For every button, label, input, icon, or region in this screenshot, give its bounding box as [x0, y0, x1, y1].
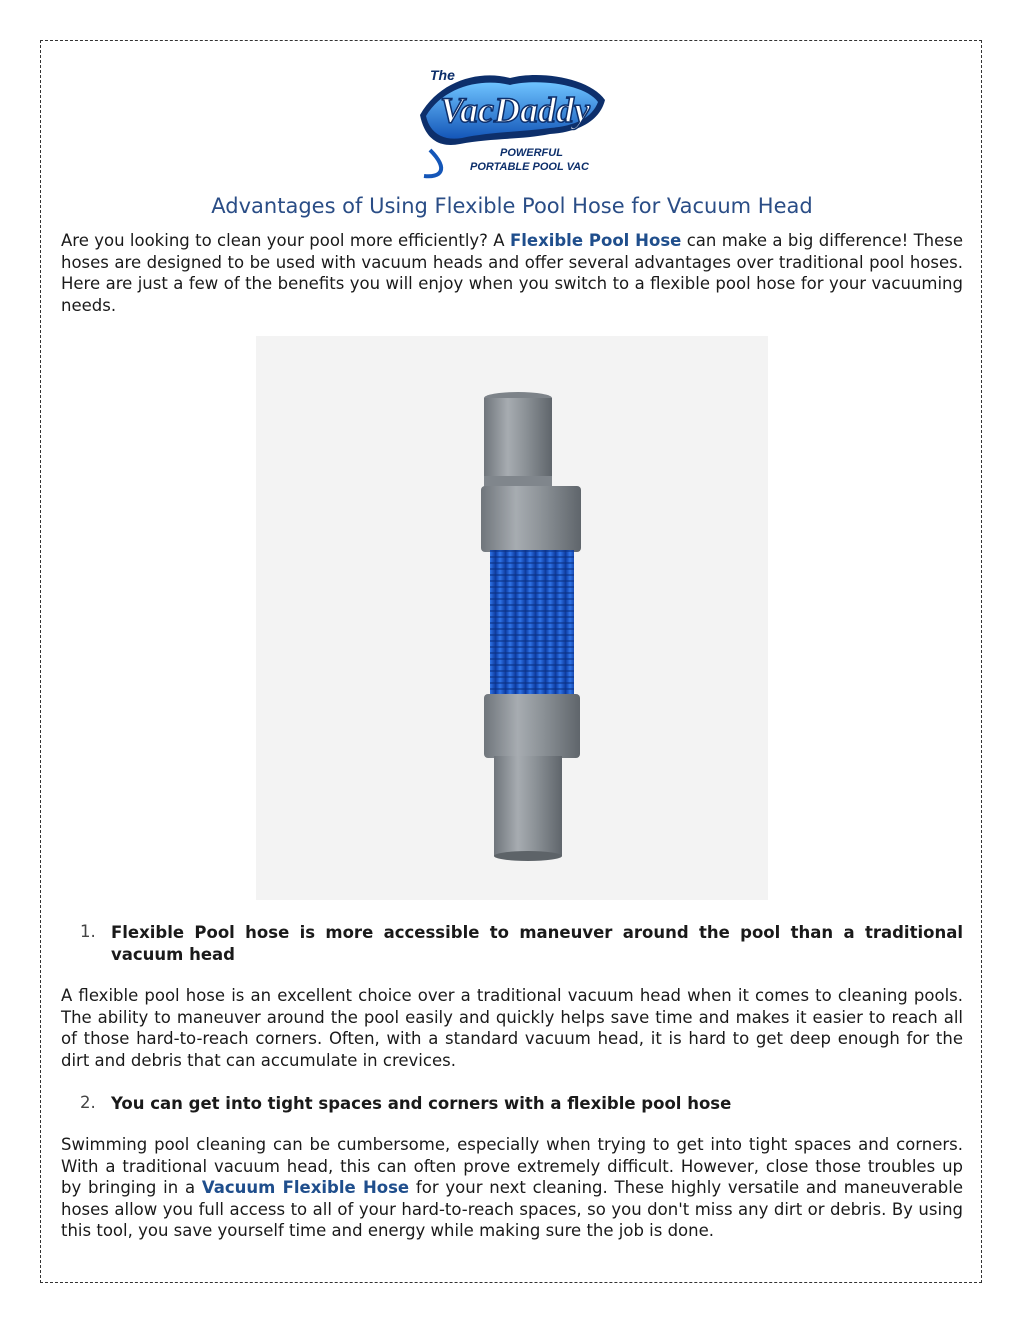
section-2-body — [61, 1134, 963, 1242]
vacdaddy-logo — [400, 60, 620, 180]
list-number-2: 2. — [80, 1093, 96, 1112]
section-1-body: A flexible pool hose is an excellent choice over a traditional vacuum head when it comes to cleaning pools. The ability to maneuver around the pool easily and quickly helps save time and makes it easier to reach all of those hard-to-reach corners. Often, with a standard vacuum head, it is hard to get deep enough for the dirt and debris that can accumulate in crevices. — [61, 986, 963, 1070]
page-title: Advantages of Using Flexible Pool Hose for Vacuum Head — [211, 194, 813, 219]
intro-text-after: can make a big difference! These hoses are designed to be used with vacuum heads and offer several advantages over traditional pool hoses. Here are just a few of the benefits you will enjoy when you switch to a flexible pool hose for your vacuuming needs. — [61, 231, 964, 315]
intro-text-before: Are you looking to clean your pool more efficiently? A — [61, 231, 510, 250]
section-2-text-before: Swimming pool cleaning can be cumbersome, especially when trying to get into tight spaces and corners. With a traditional vacuum head, this can often prove extremely difficult. However, close those troubles up by bringing in a — [61, 1135, 963, 1197]
list-number-1: 1. — [80, 922, 96, 941]
logo-tagline-1: POWERFUL — [500, 147, 563, 159]
section-2-text-after: for your next cleaning. These highly versatile and maneuverable hoses allow you full access to all of your hard-to-reach spaces, so you don't miss any dirt or debris. By using this tool, you save yourself time and energy while making sure the job is done. — [61, 1178, 963, 1240]
section-2-heading: You can get into tight spaces and corners with a flexible pool hose — [111, 1094, 732, 1113]
intro-paragraph — [61, 230, 963, 316]
section-1-heading: Flexible Pool hose is more accessible to maneuver around the pool than a traditional vacuum head — [111, 923, 963, 964]
logo-name: VacDaddy — [440, 90, 590, 130]
flexible-hose-photo — [256, 336, 768, 900]
logo-prefix: The — [430, 67, 455, 83]
vacuum-flexible-hose-link[interactable]: Vacuum Flexible Hose — [201, 1178, 410, 1197]
flexible-pool-hose-link[interactable]: Flexible Pool Hose — [509, 231, 682, 250]
logo-tagline-2: PORTABLE POOL VAC — [470, 161, 589, 173]
